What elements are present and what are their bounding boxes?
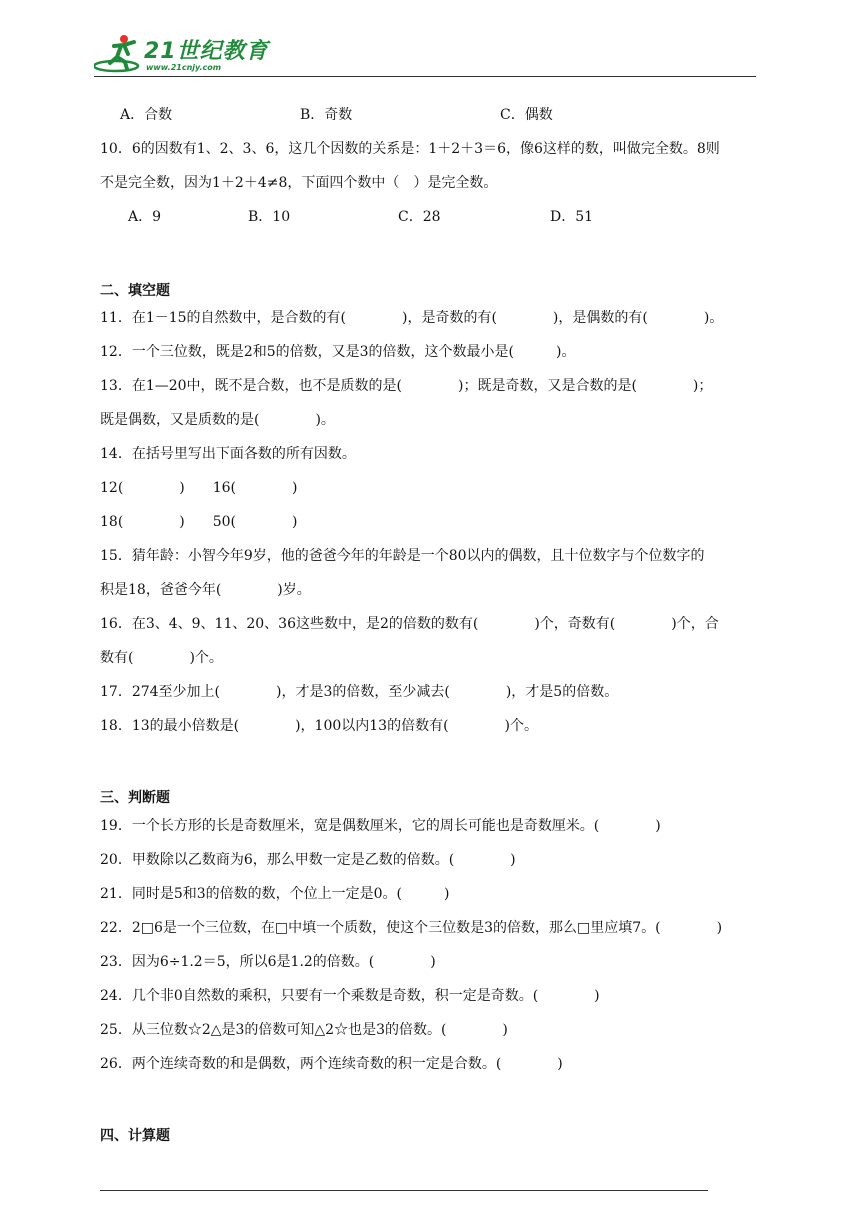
question-line: 26．两个连续奇数的和是偶数，两个连续奇数的积一定是合数。( )	[100, 1056, 563, 1072]
section-title-fill-blank: 二、填空题	[100, 283, 170, 299]
question-line: 19．一个长方形的长是奇数厘米，宽是偶数厘米，它的周长可能也是奇数厘米。( )	[100, 818, 661, 834]
footer-divider	[100, 1190, 708, 1191]
question-line: 18( ) 50( )	[100, 514, 298, 530]
logo-text: 21世纪教育	[144, 39, 269, 64]
q9-option-a: A．合数	[120, 107, 173, 123]
question-line: 21．同时是5和3的倍数的数，个位上一定是0。( )	[100, 886, 450, 902]
question-line: 11．在1－15的自然数中，是合数的有( )，是奇数的有( )，是偶数的有( )。	[100, 310, 724, 326]
q10-line-1: 10．6的因数有1、2、3、6，这几个因数的关系是：1＋2＋3＝6，像6这样的数，叫做完全数。8则	[100, 141, 720, 157]
question-line: 14．在括号里写出下面各数的所有因数。	[100, 446, 356, 462]
q10-option-d: D．51	[550, 209, 594, 225]
question-line: 25．从三位数☆2△是3的倍数可知△2☆也是3的倍数。( )	[100, 1022, 508, 1038]
question-line: 数有( )个。	[100, 650, 223, 666]
q10-option-c: C．28	[398, 209, 441, 225]
question-line: 17．274至少加上( )，才是3的倍数，至少减去( )，才是5的倍数。	[100, 684, 619, 700]
question-line: 15．猜年龄：小智今年9岁，他的爸爸今年的年龄是一个80以内的偶数，且十位数字与个位数字的	[100, 548, 705, 564]
section-title-judgment: 三、判断题	[100, 790, 170, 806]
question-line: 12．一个三位数，既是2和5的倍数，又是3的倍数，这个数最小是( )。	[100, 344, 576, 360]
question-line: 既是偶数，又是质数的是( )。	[100, 412, 335, 428]
header-divider	[94, 76, 756, 77]
question-line: 24．几个非0自然数的乘积，只要有一个乘数是奇数，积一定是奇数。( )	[100, 988, 600, 1004]
q10-option-a: A．9	[128, 209, 162, 225]
question-line: 22．2□6是一个三位数，在□中填一个质数，使这个三位数是3的倍数，那么□里应填7。( )	[100, 920, 723, 936]
page-header	[94, 30, 756, 78]
question-line: 16．在3、4、9、11、20、36这些数中，是2的倍数的数有( )个，奇数有( )个，合	[100, 616, 719, 632]
q10-option-b: B．10	[248, 209, 291, 225]
q9-option-c: C．偶数	[500, 107, 553, 123]
question-line: 20．甲数除以乙数商为6，那么甲数一定是乙数的倍数。( )	[100, 852, 516, 868]
question-line: 12( ) 16( )	[100, 480, 298, 496]
question-line: 23．因为6÷1.2＝5，所以6是1.2的倍数。( )	[100, 954, 436, 970]
logo-url: www.21cnjy.com	[146, 63, 222, 72]
question-line: 18．13的最小倍数是( )，100以内13的倍数有( )个。	[100, 718, 539, 734]
question-line: 13．在1—20中，既不是合数，也不是质数的是( )；既是奇数，又是合数的是( )；	[100, 378, 713, 394]
runner-logo-icon	[94, 32, 144, 74]
q9-option-b: B．奇数	[300, 107, 353, 123]
section-title-calculation: 四、计算题	[100, 1128, 170, 1144]
q10-line-2: 不是完全数，因为1＋2＋4≠8，下面四个数中（ ）是完全数。	[100, 175, 498, 191]
question-line: 积是18，爸爸今年( )岁。	[100, 582, 311, 598]
